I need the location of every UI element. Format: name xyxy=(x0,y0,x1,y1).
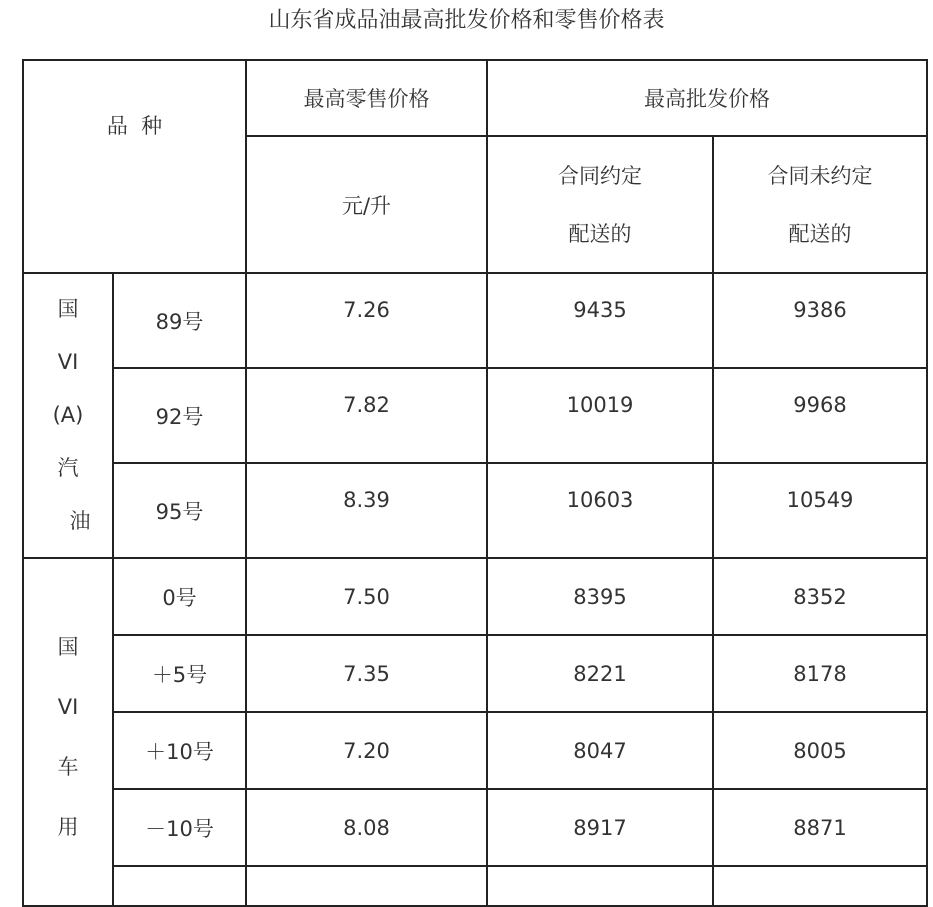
no-contract-price: 9386 xyxy=(793,298,847,322)
spacer xyxy=(24,559,112,617)
table-row xyxy=(23,635,927,712)
grade-cell: 95号 xyxy=(113,463,246,558)
contract-header-line1: 合同约定 xyxy=(558,163,643,188)
no-contract-price-cell: 8871 xyxy=(713,789,927,866)
retail-price-cell xyxy=(246,368,487,463)
group-label-char: (A) xyxy=(52,403,84,427)
grade-cell: ＋10号 xyxy=(113,712,246,789)
contract-price-cell: 8221 xyxy=(487,635,713,712)
no-contract-price-cell xyxy=(713,463,927,558)
grade-cell: －10号 xyxy=(113,789,246,866)
group-label-char: 国 xyxy=(57,635,79,659)
group-label-char: 油 xyxy=(69,509,91,533)
retail-price-cell: 8.08 xyxy=(246,789,487,866)
contract-price-cell: 8917 xyxy=(487,789,713,866)
table-row xyxy=(23,789,927,866)
table-row xyxy=(23,368,927,463)
wholesale-header-cell xyxy=(487,60,927,136)
group-label-char: 车 xyxy=(57,755,79,779)
contract-header-cell xyxy=(487,136,713,273)
table-row xyxy=(23,558,927,635)
diesel-group-label xyxy=(23,558,113,906)
table-row xyxy=(23,463,927,558)
contract-price-cell xyxy=(487,368,713,463)
variety-header: 品 种 xyxy=(106,113,163,138)
contract-price-cell xyxy=(487,273,713,368)
retail-price: 7.82 xyxy=(343,393,390,417)
contract-price-cell: 8395 xyxy=(487,558,713,635)
grade-cell: 0号 xyxy=(113,558,246,635)
group-label-char: 国 xyxy=(57,297,79,321)
wholesale-header: 最高批发价格 xyxy=(644,87,771,111)
retail-header: 最高零售价格 xyxy=(303,87,430,111)
table-row xyxy=(23,712,927,789)
retail-price-cell xyxy=(246,463,487,558)
group-label-char: 汽 xyxy=(57,456,79,480)
no-contract-price: 9968 xyxy=(793,393,847,417)
contract-price-cell xyxy=(487,866,713,906)
retail-price: 7.26 xyxy=(343,298,390,322)
retail-price-cell: 7.50 xyxy=(246,558,487,635)
unit-cell xyxy=(246,136,487,273)
no-contract-price-cell: 8005 xyxy=(713,712,927,789)
page-title: 山东省成品油最高批发价格和零售价格表 xyxy=(268,8,665,33)
price-table xyxy=(22,59,928,907)
contract-price-cell xyxy=(487,463,713,558)
unit-label: 元/升 xyxy=(341,193,392,218)
no-contract-price-cell xyxy=(713,368,927,463)
retail-price-cell xyxy=(246,273,487,368)
retail-price-cell: 7.20 xyxy=(246,712,487,789)
contract-price: 10603 xyxy=(566,488,634,512)
retail-header-cell xyxy=(246,60,487,136)
variety-header-cell xyxy=(23,60,246,273)
table-row-partial xyxy=(23,866,927,906)
no-contract-price: 10549 xyxy=(786,488,854,512)
retail-price: 8.39 xyxy=(343,488,390,512)
contract-price-cell: 8047 xyxy=(487,712,713,789)
no-contract-header-line2: 配送的 xyxy=(788,221,852,246)
group-label-char: 用 xyxy=(57,815,79,839)
gasoline-group-label xyxy=(23,273,113,558)
contract-price: 10019 xyxy=(566,393,634,417)
grade-cell: ＋5号 xyxy=(113,635,246,712)
grade-cell xyxy=(113,866,246,906)
header-row xyxy=(23,60,927,136)
group-label-char: VI xyxy=(57,350,79,374)
grade-cell: 89号 xyxy=(113,273,246,368)
table-row xyxy=(23,273,927,368)
no-contract-price-cell: 8352 xyxy=(713,558,927,635)
no-contract-price-cell xyxy=(713,866,927,906)
retail-price-cell: 7.35 xyxy=(246,635,487,712)
grade-cell: 92号 xyxy=(113,368,246,463)
group-label-char: VI xyxy=(57,695,79,719)
retail-price-cell xyxy=(246,866,487,906)
no-contract-header-cell xyxy=(713,136,927,273)
no-contract-price-cell xyxy=(713,273,927,368)
contract-header-line2: 配送的 xyxy=(568,221,632,246)
no-contract-header-line1: 合同未约定 xyxy=(767,163,873,188)
no-contract-price-cell: 8178 xyxy=(713,635,927,712)
contract-price: 9435 xyxy=(573,298,627,322)
